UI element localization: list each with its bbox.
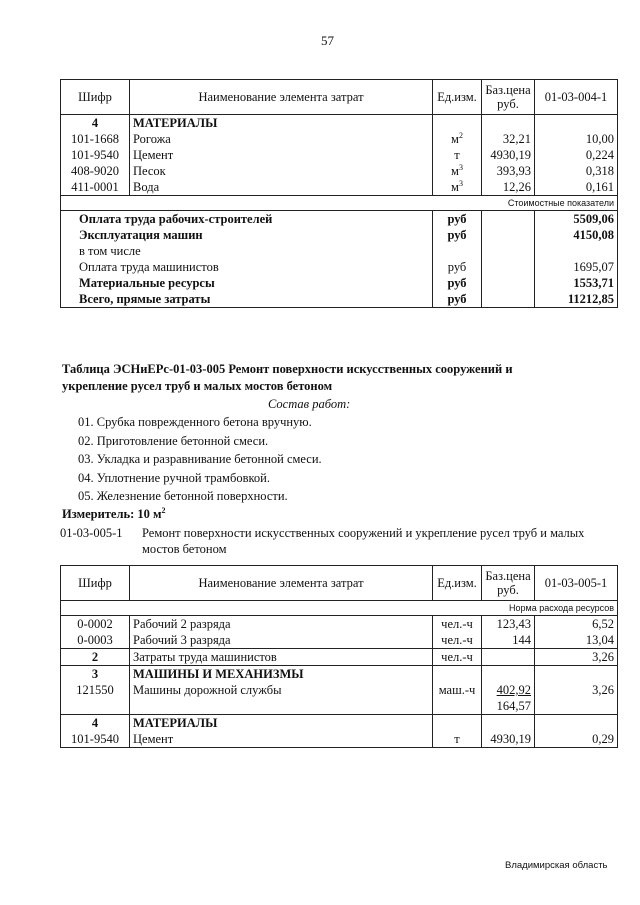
item-desc-line2: мостов бетоном [142,542,227,556]
item-code: 01-03-005-1 [60,526,123,540]
work-item: 01. Срубка поврежденного бетона вручную. [78,415,312,429]
row-name: Рогожа [130,131,433,147]
resource-norm-subheader: Норма расхода ресурсов [61,601,618,616]
row-name: Песок [130,163,433,179]
row-unit: чел.-ч [433,616,482,633]
row-price: 144 [482,632,535,649]
row-unit [433,131,482,147]
resources-table-01-03-005 [60,565,618,748]
section-title: МАТЕРИАЛЫ [130,715,433,732]
work-item: 04. Уплотнение ручной трамбовкой. [78,471,270,485]
header-code: Шифр [61,566,130,601]
row-unit: чел.-ч [433,649,482,666]
footer-region: Владимирская область [505,860,608,871]
row-price: 4930,19 [482,731,535,748]
unit-text: м [451,132,459,146]
row-value: 6,52 [535,616,618,633]
row-unit: т [433,731,482,748]
table-row [61,179,618,196]
row-code: 411-0001 [71,180,119,194]
table-title-line2: укрепление русел труб и малых мостов бетоном [62,379,333,393]
row-code: 101-9540 [71,732,119,746]
row-code: 0-0002 [77,617,113,631]
resources-table-01-03-004 [60,79,618,308]
row-unit [433,147,482,163]
table-title-line1: Таблица ЭСНиЕРс-01-03-005 Ремонт поверхности искусственных сооружений и [62,362,513,376]
unit-text: т [454,148,460,162]
row-unit: маш.-ч [433,682,482,698]
row-value: 13,04 [535,632,618,649]
row-name: Рабочий 2 разряда [130,616,433,633]
summary-name: в том числе [79,244,141,258]
header-unit: Ед.изм. [433,80,482,115]
unit-text: м [451,164,459,178]
header-col-code: 01-03-005-1 [535,566,618,601]
table-row [61,632,618,649]
summary-unit: руб [433,291,482,308]
summary-value: 1553,71 [535,275,618,291]
work-item: 02. Приготовление бетонной смеси. [78,434,269,448]
row-name: Вода [130,179,433,196]
summary-row [61,259,618,275]
table-row [61,698,618,715]
row-value: 0,161 [535,179,618,196]
header-price: Баз.цена руб. [482,80,535,115]
row-price: 12,26 [482,179,535,196]
summary-row [61,211,618,228]
row-name: Рабочий 3 разряда [130,632,433,649]
row-value: 10,00 [535,131,618,147]
table-row [61,616,618,633]
row-name: Цемент [130,731,433,748]
summary-value: 5509,06 [535,211,618,228]
row-code: 101-1668 [71,132,119,146]
summary-name: Оплата труда машинистов [79,260,219,274]
meter-text: Измеритель: 10 м [62,507,162,521]
row-name: Цемент [130,147,433,163]
summary-row [61,275,618,291]
summary-name: Оплата труда рабочих-строителей [79,212,273,226]
summary-value: 1695,07 [535,259,618,275]
row-price: 123,43 [482,616,535,633]
row-price: 402,92 [482,682,535,698]
table-row [61,649,618,666]
section-num: 3 [61,666,130,683]
header-unit: Ед.изм. [433,566,482,601]
table-header [61,566,618,601]
unit-text: м [451,180,459,194]
table-row [61,147,618,163]
summary-value: 11212,85 [535,291,618,308]
table-header [61,80,618,115]
row-value: 3,26 [535,682,618,698]
summary-name: Всего, прямые затраты [79,292,211,306]
header-code: Шифр [61,80,130,115]
section-row [61,666,618,683]
row-name: Машины дорожной службы [130,682,433,698]
section-row [61,715,618,732]
summary-row [61,243,618,259]
cost-indicators-subheader: Стоимостные показатели [61,196,618,211]
unit-sup: 3 [458,162,463,172]
section-title: МАШИНЫ И МЕХАНИЗМЫ [130,666,433,683]
section-row [61,115,618,132]
table-row [61,682,618,698]
summary-unit: руб [433,227,482,243]
row-price: 393,93 [482,163,535,179]
header-col-code: 01-03-004-1 [535,80,618,115]
item-desc-line1: Ремонт поверхности искусственных сооружений и укрепление русел труб и малых [142,526,585,540]
summary-unit: руб [433,275,482,291]
table-row [61,731,618,748]
header-price: Баз.цена руб. [482,566,535,601]
section-title: МАТЕРИАЛЫ [130,115,433,132]
summary-name: Эксплуатация машин [79,228,203,242]
row-name: Затраты труда машинистов [130,649,433,666]
unit-sup: 3 [458,178,463,188]
summary-unit: руб [433,259,482,275]
unit-sup: 2 [458,130,463,140]
row-value: 0,29 [535,731,618,748]
row-code: 121550 [76,683,114,697]
row-unit [433,179,482,196]
row-price-machinist: 164,57 [482,698,535,715]
header-name: Наименование элемента затрат [130,566,433,601]
row-code: 101-9540 [71,148,119,162]
row-price: 32,21 [482,131,535,147]
row-value: 0,224 [535,147,618,163]
row-value: 0,318 [535,163,618,179]
row-unit: чел.-ч [433,632,482,649]
row-code: 2 [61,649,130,666]
row-code: 0-0003 [77,633,113,647]
row-price: 4930,19 [482,147,535,163]
summary-unit: руб [433,211,482,228]
meter-sup: 2 [161,505,166,515]
row-value: 3,26 [535,649,618,666]
summary-row [61,291,618,308]
works-heading: Состав работ: [268,397,351,411]
header-name: Наименование элемента затрат [130,80,433,115]
work-item: 03. Укладка и разравнивание бетонной смеси. [78,452,322,466]
row-unit [433,163,482,179]
page-number: 57 [321,33,334,48]
table-row [61,163,618,179]
summary-name: Материальные ресурсы [79,276,215,290]
summary-row [61,227,618,243]
meter-label [62,507,166,522]
section-num: 4 [61,715,130,732]
table-row [61,131,618,147]
row-code: 408-9020 [71,164,119,178]
summary-value: 4150,08 [535,227,618,243]
work-item: 05. Железнение бетонной поверхности. [78,489,288,503]
section-num: 4 [91,116,99,130]
